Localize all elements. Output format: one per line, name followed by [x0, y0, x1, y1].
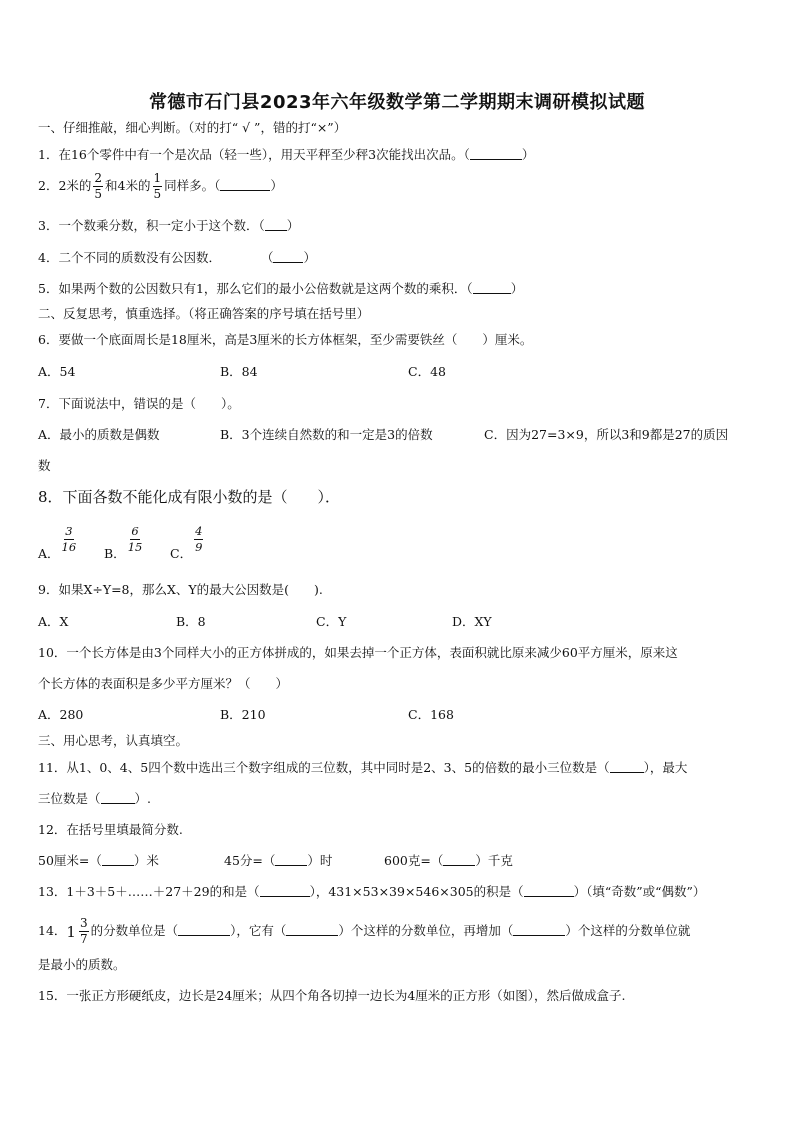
question-3: 3．一个数乘分数，积一定小于这个数．（ ）: [38, 218, 300, 233]
question-9-options: [38, 614, 738, 630]
option-c[interactable]: C．48: [408, 364, 446, 379]
answer-blank[interactable]: [524, 884, 574, 897]
option-d[interactable]: D．XY: [452, 614, 492, 629]
page-title: 常德市石门县2023年六年级数学第二学期期末调研模拟试题: [148, 92, 646, 113]
option-a[interactable]: A． $\frac{3}{16}$: [38, 524, 77, 561]
blank-item-a: 50厘米=（ ）米: [38, 853, 159, 868]
fraction: $\frac{2}{5}$: [94, 171, 103, 201]
answer-blank[interactable]: [260, 884, 310, 897]
option-b[interactable]: B．84: [220, 364, 258, 379]
option-c[interactable]: C．因为27=3×9，所以3和9都是27的质因: [484, 427, 729, 442]
question-10-line-2: 个长方体的表面积是多少平方厘米？（ ）: [38, 676, 289, 691]
option-a[interactable]: A．最小的质数是偶数: [38, 427, 160, 442]
question-6: 6．要做一个底面周长是18厘米，高是3厘米的长方体框架，至少需要铁丝（ ）厘米。: [38, 332, 533, 347]
question-2: 2．2米的 $\frac{2}{5}$ 和4米的 $\frac{1}{5}$ 同样多。（ ）: [38, 171, 283, 201]
option-c[interactable]: C．Y: [316, 614, 347, 629]
answer-blank[interactable]: [220, 178, 270, 191]
section-1-heading: 一、仔细推敲，细心判断。（对的打“ √ ”，错的打“×”）: [38, 120, 347, 135]
option-b[interactable]: B． $\frac{6}{15}$: [104, 524, 143, 561]
question-11-line-2: 三位数是（ ）.: [38, 791, 151, 806]
question-12-items: [38, 853, 738, 869]
answer-blank[interactable]: [470, 147, 522, 160]
question-4: 4．二个不同的质数没有公因数． （ ）: [38, 250, 316, 265]
option-b[interactable]: B．3个连续自然数的和一定是3的倍数: [220, 427, 433, 442]
question-10-options: [38, 707, 738, 723]
option-b[interactable]: B．210: [220, 707, 266, 722]
fraction: $\frac{1}{5}$: [153, 171, 162, 201]
question-8: 8．下面各数不能化成有限小数的是（ ）．: [38, 488, 341, 506]
answer-blank[interactable]: [178, 923, 230, 936]
question-14-line-2: 是最小的质数。: [38, 957, 126, 972]
option-c[interactable]: C． $\frac{4}{9}$: [170, 524, 203, 561]
answer-blank[interactable]: [473, 281, 511, 294]
blank-item-b: 45分=（ ）时: [224, 853, 333, 868]
question-12: 12．在括号里填最简分数.: [38, 822, 183, 837]
option-a[interactable]: A．X: [38, 614, 69, 629]
answer-blank[interactable]: [513, 923, 565, 936]
question-11: 11．从1、0、4、5四个数中选出三个数字组成的三位数，其中同时是2、3、5的倍数的最小三位数是（ ），最大: [38, 760, 688, 775]
option-b[interactable]: B．8: [176, 614, 206, 629]
answer-blank[interactable]: [275, 853, 307, 866]
option-c[interactable]: C．168: [408, 707, 454, 722]
question-6-options: [38, 364, 738, 380]
answer-blank[interactable]: [101, 791, 135, 804]
mixed-number: 1 $\frac{3}{7}$: [66, 916, 88, 946]
question-7-options: [38, 427, 758, 443]
question-15: 15．一张正方形硬纸皮，边长是24厘米；从四个角各切掉一边长为4厘米的正方形（如图），然后做成盒子.: [38, 988, 626, 1003]
blank-item-c: 600克=（ ）千克: [384, 853, 513, 868]
question-13: 13．1＋3＋5＋……＋27＋29的和是（ ），431×53×39×546×305的积是（ ）（填“奇数”或“偶数”）: [38, 884, 706, 899]
question-14: 14． 1 $\frac{3}{7}$ 的分数单位是（ ），它有（ ）个这样的分数单位，再增加（ ）个这样的分数单位就: [38, 916, 691, 946]
question-9: 9．如果X÷Y=8，那么X、Y的最大公因数是( ).: [38, 582, 323, 597]
answer-blank[interactable]: [286, 923, 338, 936]
question-8-options: [38, 524, 438, 564]
answer-blank[interactable]: [273, 250, 303, 263]
answer-blank[interactable]: [610, 760, 644, 773]
question-10: 10．一个长方体是由3个同样大小的正方体拼成的，如果去掉一个正方体，表面积就比原来减少60平方厘米，原来这: [38, 645, 678, 660]
question-5: 5．如果两个数的公因数只有1，那么它们的最小公倍数就是这两个数的乘积．（ ）: [38, 281, 524, 296]
answer-blank[interactable]: [443, 853, 475, 866]
question-7-option-c-wrap: 数: [38, 458, 51, 473]
answer-blank[interactable]: [265, 218, 287, 231]
option-a[interactable]: A．280: [38, 707, 84, 722]
question-1: 1．在16个零件中有一个是次品（轻一些），用天平秤至少秤3次能找出次品。（ ）: [38, 147, 535, 162]
answer-blank[interactable]: [102, 853, 134, 866]
section-2-heading: 二、反复思考，慎重选择。（将正确答案的序号填在括号里）: [38, 306, 370, 321]
section-3-heading: 三、用心思考，认真填空。: [38, 733, 189, 748]
question-7: 7．下面说法中，错误的是（ ）。: [38, 396, 240, 411]
option-a[interactable]: A．54: [38, 364, 76, 379]
